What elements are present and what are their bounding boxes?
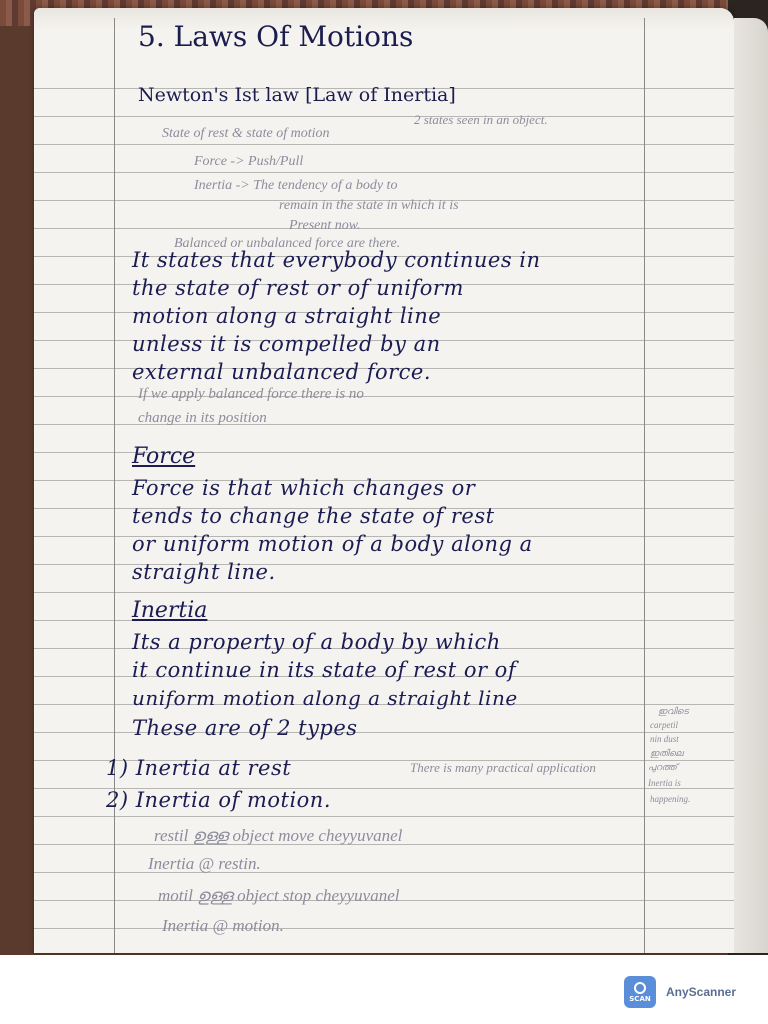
margin-note: Inertia is [648,778,681,788]
law-statement-line: external unbalanced force. [132,360,432,384]
force-definition-line: tends to change the state of rest [132,504,495,528]
pencil-note: motil ഉള്ള object stop cheyyuvanel [158,886,400,905]
page-edge [734,18,768,953]
margin-note: carpetil [650,720,678,730]
law-statement-line: unless it is compelled by an [132,332,441,356]
app-name: AnyScanner [666,985,737,999]
pencil-note: restil ഉള്ള object move cheyyuvanel [154,826,403,845]
force-definition-line: or uniform motion of a body along a [132,532,533,556]
margin-note: ഇവിടെ [658,706,689,716]
pencil-note: There is many practical application [410,760,596,775]
margin-note: nin dust [650,734,679,744]
margin-note: happening. [650,794,691,804]
pencil-note: 2 states seen in an object. [414,112,548,127]
force-heading: Force [132,444,196,469]
lens-icon [634,982,646,994]
pencil-note: Inertia @ restin. [148,854,261,873]
scan-logo-text: SCAN [629,995,651,1003]
inertia-definition-line: Its a property of a body by which [132,630,501,654]
ruled-line [34,172,734,173]
inertia-definition-line: uniform motion along a straight line [132,686,518,710]
ruled-line [34,144,734,145]
ruled-line [34,816,734,817]
law-statement-line: motion along a straight line [132,304,442,328]
pencil-note: Balanced or unbalanced force are there. [174,236,401,251]
pencil-note: Present now. [289,218,361,233]
inertia-definition-line: it continue in its state of rest or of [132,658,517,682]
ruled-line [34,872,734,873]
inertia-heading: Inertia [132,598,208,623]
ruled-line [34,228,734,229]
left-margin-line [114,18,115,953]
ruled-line [34,116,734,117]
ruled-line [34,592,734,593]
right-margin-line [644,18,645,953]
pencil-note: Force -> Push/Pull [194,154,304,169]
pencil-note: If we apply balanced force there is no [138,386,364,402]
force-definition-line: Force is that which changes or [132,476,476,500]
inertia-definition-line: These are of 2 types [132,716,358,740]
ruled-line [34,928,734,929]
force-definition-line: straight line. [132,560,276,584]
law-statement-line: the state of rest or of uniform [132,276,464,300]
page-title: 5. Laws Of Motions [138,20,414,53]
inertia-type-item: 2) Inertia of motion. [106,788,332,812]
inertia-type-item: 1) Inertia at rest [106,756,292,780]
pencil-note: Inertia -> The tendency of a body to [194,178,398,193]
pencil-note: change in its position [138,410,267,426]
scan-logo-icon [624,976,656,1008]
pencil-note: Inertia @ motion. [162,916,284,935]
law-statement-line: It states that everybody continues in [132,248,541,272]
margin-note: ഇതിലെ [650,748,684,758]
notebook-page [34,8,734,953]
pencil-note: State of rest & state of motion [162,126,330,141]
pencil-note: remain in the state in which it is [279,198,459,213]
anyscanner-watermark [624,976,736,1008]
margin-note: പുറത്ത് [648,762,677,772]
newton-first-law-heading: Newton's Ist law [Law of Inertia] [138,84,456,106]
